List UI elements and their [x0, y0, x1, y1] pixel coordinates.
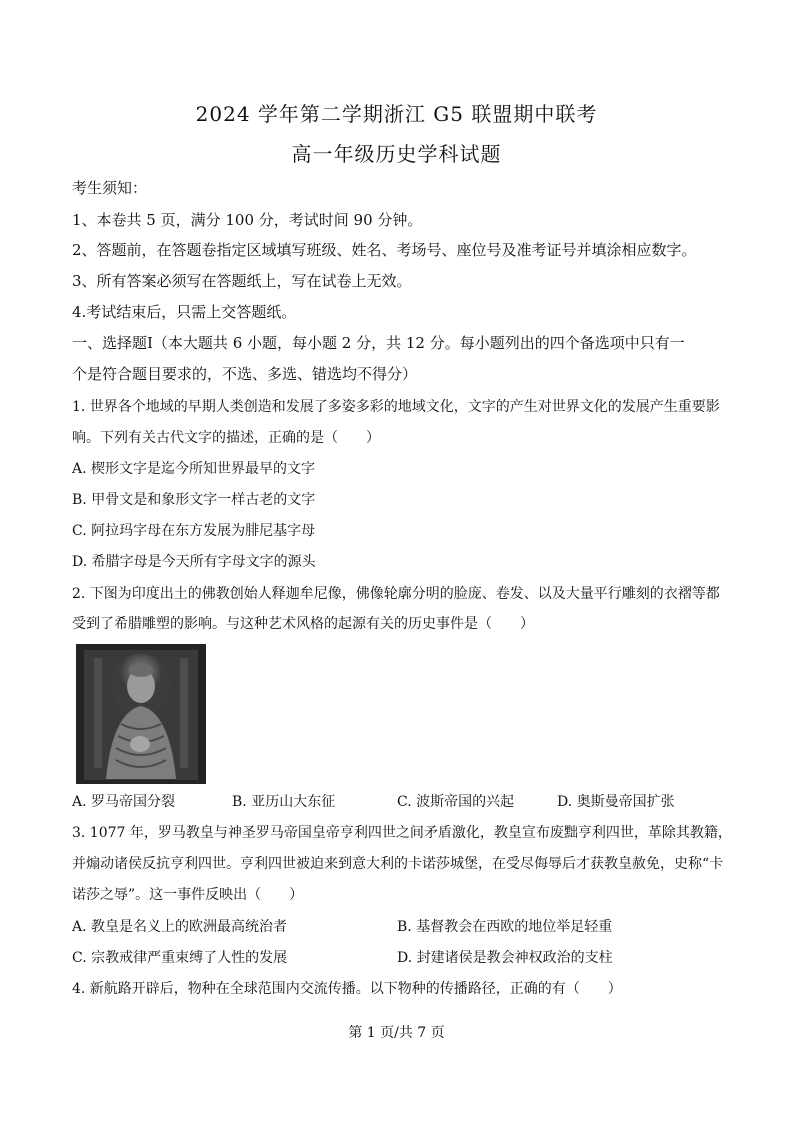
question-3-option-a: A. 教皇是名义上的欧洲最高统治者 [72, 919, 288, 935]
section-heading: 一、选择题Ⅰ（本大题共 6 小题，每小题 2 分，共 12 分。每小题列出的四个备选项中只有一 [72, 334, 685, 352]
question-3-option-b: B. 基督教会在西欧的地位举足轻重 [397, 919, 613, 935]
question-1-option-a: A. 楔形文字是迄今所知世界最早的文字 [72, 461, 316, 477]
notice-heading: 考生须知： [72, 179, 148, 197]
notice-item: 1、本卷共 5 页，满分 100 分，考试时间 90 分钟。 [72, 211, 423, 229]
buddha-statue-drawing [76, 644, 206, 784]
question-3-stem: 并煽动诸侯反抗亨利四世。亨利四世被迫来到意大利的卡诺莎城堡，在受尽侮辱后才获教皇赦免，史称“卡 [72, 856, 724, 872]
notice-item: 2、答题前，在答题卷指定区域填写班级、姓名、考场号、座位号及准考证号并填涂相应数字。 [72, 241, 697, 259]
buddha-statue-image [76, 644, 206, 784]
question-3-stem: 3. 1077 年，罗马教皇与神圣罗马帝国皇帝亨利四世之间矛盾激化，教皇宣布废黜亨利四世，革除其教籍， [72, 825, 732, 841]
exam-subtitle: 高一年级历史学科试题 [291, 142, 502, 166]
question-2-option-c: C. 波斯帝国的兴起 [397, 794, 515, 810]
question-1-stem: 1. 世界各个地域的早期人类创造和发展了多姿多彩的地域文化，文字的产生对世界文化的发展产生重要影 [72, 399, 720, 415]
notice-item: 3、所有答案必须写在答题纸上，写在试卷上无效。 [72, 272, 412, 290]
section-heading-cont: 个是符合题目要求的，不选、多选、错选均不得分） [72, 365, 418, 383]
question-1-option-c: C. 阿拉玛字母在东方发展为腓尼基字母 [72, 523, 316, 539]
question-3-stem: 诺莎之辱”。这一事件反映出（ ） [72, 887, 304, 903]
question-2-option-b: B. 亚历山大东征 [232, 794, 336, 810]
question-1-option-d: D. 希腊字母是今天所有字母文字的源头 [72, 554, 316, 570]
question-3-options-row-1 [72, 917, 732, 937]
notice-item: 4.考试结束后，只需上交答题纸。 [72, 303, 297, 321]
question-2-stem: 2. 下图为印度出土的佛教创始人释迦牟尼像，佛像轮廓分明的脸庞、卷发、以及大量平行雕刻的衣褶等都 [72, 586, 720, 602]
question-2-option-d: D. 奥斯曼帝国扩张 [557, 794, 675, 810]
question-1-stem: 响。下列有关古代文字的描述，正确的是（ ） [72, 430, 380, 446]
question-2-stem: 受到了希腊雕塑的影响。与这种艺术风格的起源有关的历史事件是（ ） [72, 616, 534, 632]
question-2-options [72, 792, 732, 812]
question-3-options-row-2 [72, 948, 732, 968]
question-4-stem: 4. 新航路开辟后，物种在全球范围内交流传播。以下物种的传播路径，正确的有（ ） [72, 981, 622, 997]
question-1-option-b: B. 甲骨文是和象形文字一样古老的文字 [72, 492, 316, 508]
question-3-option-d: D. 封建诸侯是教会神权政治的支柱 [397, 950, 613, 966]
question-3-option-c: C. 宗教戒律严重束缚了人性的发展 [72, 950, 288, 966]
page-footer: 第 1 页/共 7 页 [348, 1025, 445, 1041]
question-2-option-a: A. 罗马帝国分裂 [72, 794, 176, 810]
exam-title: 2024 学年第二学期浙江 G5 联盟期中联考 [195, 102, 598, 126]
